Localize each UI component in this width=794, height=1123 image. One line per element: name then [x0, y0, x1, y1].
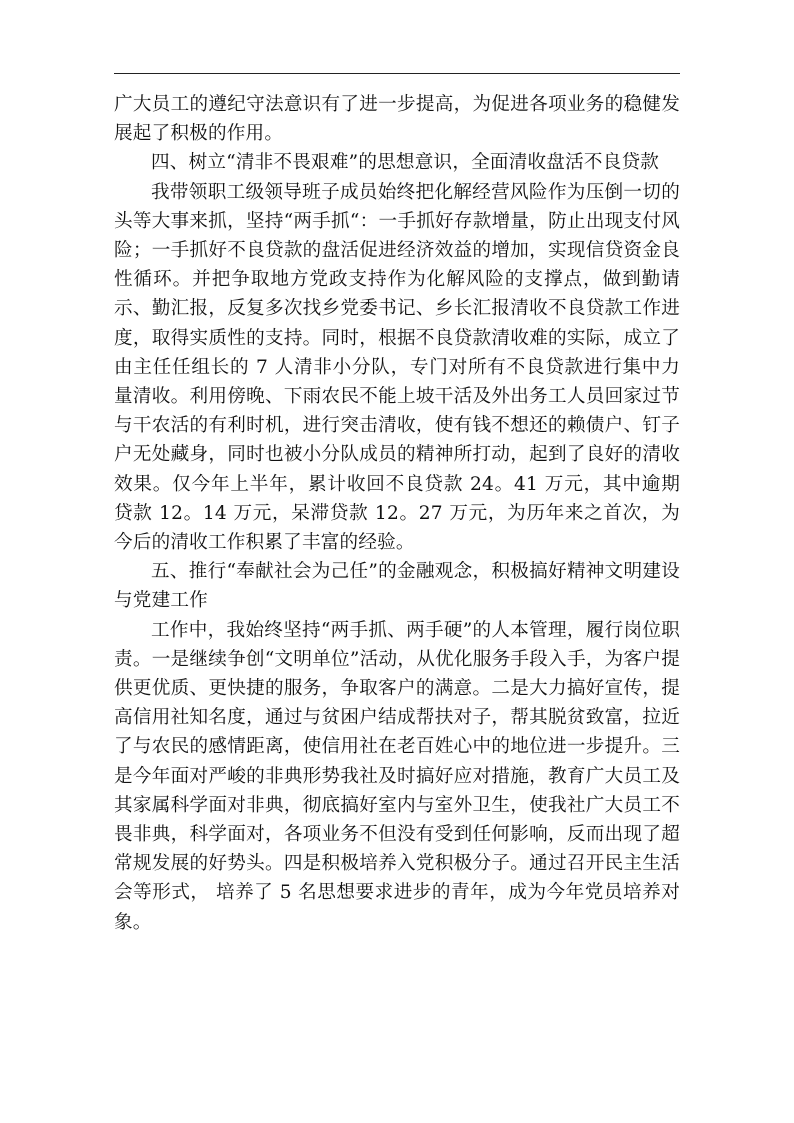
- section-heading-4: 四、树立“清非不畏艰难”的思想意识，全面清收盘活不良贷款: [151, 152, 660, 174]
- section-heading-5: 五、推行“奉献社会为己任”的金融观念，积极搞好精神文明建设与党建工作: [114, 561, 680, 612]
- paragraph-continuation: 广大员工的遵纪守法意识有了进一步提高，为促进各项业务的稳健发展起了积极的作用。: [114, 94, 680, 145]
- paragraph-bad-loan-collection: 我带领职工级领导班子成员始终把化解经营风险作为压倒一切的头等大事来抓，坚持“两手抓“：一手抓好存款增量，防止出现支付风险；一手抓好不良贷款的盘活促进经济效益的增加，实现信贷资金良性循环。并把争取地方党政支持作为化解风险的支撑点，做到勤请示、勤汇报，反复多次找乡党委书记、乡长汇报清收不良贷款工作进度，取得实质性的支持。同时，根据不良贷款清收难的实际，成立了由主任任组长的 7 人清非小分队，专门对所有不良贷款进行集中力量清收。利用傍晚、下雨农民不能上坡干活及外出务工人员回家过节与干农活的有利时机，进行突击清收，使有钱不想还的赖债户、钉子户无处藏身，同时也被小分队成员的精神所打动，起到了良好的清收效果。仅今年上半年，累计收回不良贷款 24。41 万元，其中逾期贷款 12。14 万元，呆滞贷款 12。27 万元，为历年来之首次，为今后的清收工作积累了丰富的经验。: [114, 181, 680, 554]
- document-body: [114, 90, 680, 937]
- header-rule: [114, 73, 680, 74]
- paragraph-civilization-party-work: 工作中，我始终坚持“两手抓、两手硬”的人本管理，履行岗位职责。一是继续争创“文明单位”活动，从优化服务手段入手，为客户提供更优质、更快捷的服务，争取客户的满意。二是大力搞好宣传，提高信用社知名度，通过与贫困户结成帮扶对子，帮其脱贫致富，拉近了与农民的感情距离，使信用社在老百姓心中的地位进一步提升。三是今年面对严峻的非典形势我社及时搞好应对措施，教育广大员工及其家属科学面对非典，彻底搞好室内与室外卫生，使我社广大员工不畏非典，科学面对，各项业务不但没有受到任何影响，反而出现了超常规发展的好势头。四是积极培养入党积极分子。通过召开民主生活会等形式， 培养了 5 名思想要求进步的青年，成为今年党员培养对象。: [114, 619, 680, 933]
